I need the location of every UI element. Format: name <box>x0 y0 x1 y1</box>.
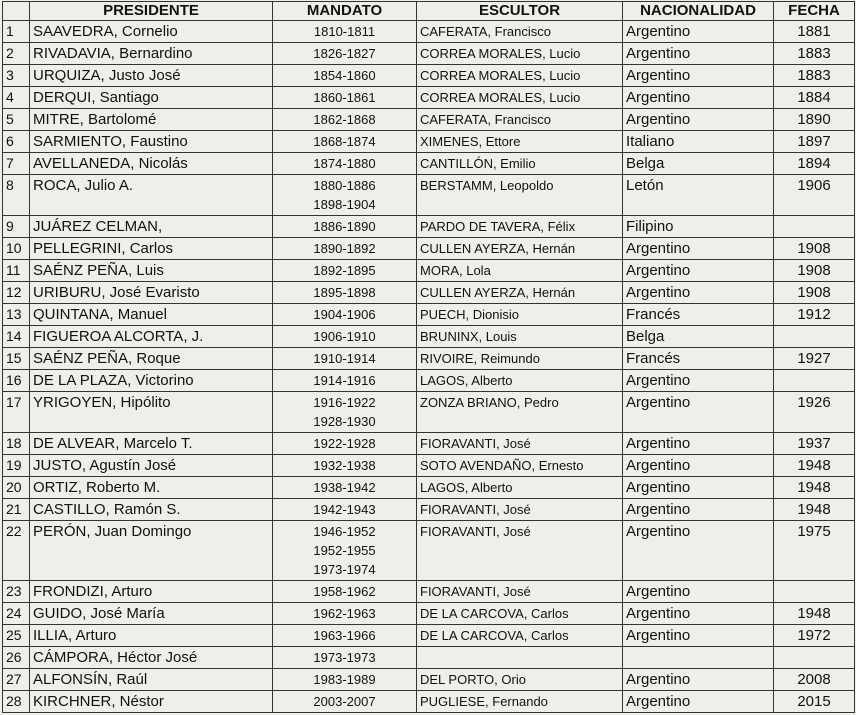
sculptor-name: MORA, Lola <box>417 260 623 282</box>
mandate-period: 1973-1973 <box>313 650 376 665</box>
sculptor-name: CAFERATA, Francisco <box>417 21 623 43</box>
mandate-years <box>273 625 417 647</box>
sculptor-name: CULLEN AYERZA, Hernán <box>417 238 623 260</box>
mandate-period: 1932-1938 <box>313 458 376 473</box>
row-number: 4 <box>3 87 30 109</box>
mandate-years <box>273 304 417 326</box>
sculptor-name: CORREA MORALES, Lucio <box>417 43 623 65</box>
mandate-years <box>273 260 417 282</box>
table-row <box>3 625 855 647</box>
sculptor-nationality: Argentino <box>623 521 774 581</box>
mandate-years <box>273 499 417 521</box>
president-name: DE LA PLAZA, Victorino <box>30 370 273 392</box>
mandate-period: 1810-1811 <box>313 24 376 39</box>
row-number: 27 <box>3 669 30 691</box>
header-nacionalidad: NACIONALIDAD <box>623 2 774 21</box>
statue-date: 1908 <box>774 282 855 304</box>
president-name: FIGUEROA ALCORTA, J. <box>30 326 273 348</box>
header-fecha: FECHA <box>774 2 855 21</box>
statue-date: 1972 <box>774 625 855 647</box>
mandate-years <box>273 43 417 65</box>
mandate-period: 1862-1868 <box>313 112 376 127</box>
sculptor-name: FIORAVANTI, José <box>417 521 623 581</box>
sculptor-name: ZONZA BRIANO, Pedro <box>417 392 623 433</box>
sculptor-name: PARDO DE TAVERA, Félix <box>417 216 623 238</box>
president-name: SAÉNZ PEÑA, Luis <box>30 260 273 282</box>
mandate-years <box>273 603 417 625</box>
president-name: QUINTANA, Manuel <box>30 304 273 326</box>
statue-date: 1881 <box>774 21 855 43</box>
mandate-years <box>273 455 417 477</box>
mandate-years <box>273 21 417 43</box>
table-row <box>3 153 855 175</box>
table-row <box>3 647 855 669</box>
sculptor-nationality: Argentino <box>623 260 774 282</box>
sculptor-name: LAGOS, Alberto <box>417 477 623 499</box>
mandate-years <box>273 65 417 87</box>
president-name: ROCA, Julio A. <box>30 175 273 216</box>
sculptor-name: CANTILLÓN, Emilio <box>417 153 623 175</box>
president-name: ORTIZ, Roberto M. <box>30 477 273 499</box>
row-number: 10 <box>3 238 30 260</box>
table-row <box>3 521 855 581</box>
sculptor-name: BERSTAMM, Leopoldo <box>417 175 623 216</box>
president-name: DE ALVEAR, Marcelo T. <box>30 433 273 455</box>
mandate-period: 1886-1890 <box>313 219 376 234</box>
president-name: MITRE, Bartolomé <box>30 109 273 131</box>
mandate-period: 1952-1955 <box>313 543 376 558</box>
sculptor-name: CORREA MORALES, Lucio <box>417 87 623 109</box>
row-number: 8 <box>3 175 30 216</box>
mandate-period: 1942-1943 <box>313 502 376 517</box>
row-number: 9 <box>3 216 30 238</box>
sculptor-nationality: Argentino <box>623 581 774 603</box>
mandate-period: 1826-1827 <box>313 46 376 61</box>
sculptor-nationality: Letón <box>623 175 774 216</box>
statue-date: 1906 <box>774 175 855 216</box>
statue-date <box>774 370 855 392</box>
sculptor-name: DE LA CARCOVA, Carlos <box>417 625 623 647</box>
statue-date: 1897 <box>774 131 855 153</box>
sculptor-nationality: Argentino <box>623 282 774 304</box>
sculptor-name: CAFERATA, Francisco <box>417 109 623 131</box>
president-name: RIVADAVIA, Bernardino <box>30 43 273 65</box>
row-number: 18 <box>3 433 30 455</box>
sculptor-nationality: Argentino <box>623 455 774 477</box>
mandate-period: 1874-1880 <box>313 156 376 171</box>
president-name: PERÓN, Juan Domingo <box>30 521 273 581</box>
statue-date: 1948 <box>774 499 855 521</box>
sculptor-nationality: Belga <box>623 326 774 348</box>
sculptor-nationality: Argentino <box>623 65 774 87</box>
sculptor-nationality: Argentino <box>623 603 774 625</box>
table-row <box>3 260 855 282</box>
mandate-years <box>273 109 417 131</box>
mandate-years <box>273 87 417 109</box>
row-number: 7 <box>3 153 30 175</box>
row-number: 15 <box>3 348 30 370</box>
sculptor-name: RIVOIRE, Reimundo <box>417 348 623 370</box>
mandate-period: 1898-1904 <box>313 197 376 212</box>
row-number: 19 <box>3 455 30 477</box>
president-name: GUIDO, José María <box>30 603 273 625</box>
statue-date: 2015 <box>774 691 855 713</box>
mandate-period: 1928-1930 <box>313 414 376 429</box>
mandate-years <box>273 477 417 499</box>
mandate-years <box>273 348 417 370</box>
sculptor-nationality: Argentino <box>623 370 774 392</box>
row-number: 17 <box>3 392 30 433</box>
row-number: 21 <box>3 499 30 521</box>
row-number: 24 <box>3 603 30 625</box>
statue-date: 1884 <box>774 87 855 109</box>
statue-date: 1927 <box>774 348 855 370</box>
header-escultor: ESCULTOR <box>417 2 623 21</box>
mandate-years <box>273 691 417 713</box>
mandate-period: 1895-1898 <box>313 285 376 300</box>
header-presidente: PRESIDENTE <box>30 2 273 21</box>
statue-date: 1926 <box>774 392 855 433</box>
president-name: JUÁREZ CELMAN, <box>30 216 273 238</box>
mandate-period: 1958-1962 <box>313 584 376 599</box>
sculptor-name: CULLEN AYERZA, Hernán <box>417 282 623 304</box>
table-row <box>3 21 855 43</box>
table-row <box>3 65 855 87</box>
sculptor-name: XIMENES, Ettore <box>417 131 623 153</box>
sculptor-nationality: Argentino <box>623 499 774 521</box>
row-number: 5 <box>3 109 30 131</box>
statue-date: 1975 <box>774 521 855 581</box>
president-name: KIRCHNER, Néstor <box>30 691 273 713</box>
row-number: 25 <box>3 625 30 647</box>
row-number: 23 <box>3 581 30 603</box>
sculptor-name: FIORAVANTI, José <box>417 581 623 603</box>
mandate-period: 1906-1910 <box>313 329 376 344</box>
table-row <box>3 348 855 370</box>
mandate-years <box>273 581 417 603</box>
sculptor-nationality: Italiano <box>623 131 774 153</box>
mandate-years <box>273 131 417 153</box>
row-number: 1 <box>3 21 30 43</box>
row-number: 26 <box>3 647 30 669</box>
row-number: 14 <box>3 326 30 348</box>
table-row <box>3 581 855 603</box>
table-header-row <box>3 2 855 21</box>
mandate-years <box>273 669 417 691</box>
mandate-years <box>273 326 417 348</box>
president-name: CASTILLO, Ramón S. <box>30 499 273 521</box>
row-number: 12 <box>3 282 30 304</box>
sculptor-nationality: Argentino <box>623 625 774 647</box>
statue-date: 2008 <box>774 669 855 691</box>
statue-date: 1948 <box>774 455 855 477</box>
row-number: 2 <box>3 43 30 65</box>
sculptor-nationality: Argentino <box>623 433 774 455</box>
table-row <box>3 433 855 455</box>
sculptor-nationality: Argentino <box>623 392 774 433</box>
president-name: DERQUI, Santiago <box>30 87 273 109</box>
sculptor-name: SOTO AVENDAÑO, Ernesto <box>417 455 623 477</box>
table-row <box>3 109 855 131</box>
president-name: CÁMPORA, Héctor José <box>30 647 273 669</box>
mandate-years <box>273 153 417 175</box>
sculptor-name: DEL PORTO, Orio <box>417 669 623 691</box>
mandate-period: 1904-1906 <box>313 307 376 322</box>
table-row <box>3 175 855 216</box>
statue-date: 1912 <box>774 304 855 326</box>
sculptor-nationality: Argentino <box>623 43 774 65</box>
mandate-period: 1922-1928 <box>313 436 376 451</box>
sculptor-name: BRUNINX, Louis <box>417 326 623 348</box>
table-row <box>3 669 855 691</box>
table-row <box>3 691 855 713</box>
statue-date: 1890 <box>774 109 855 131</box>
mandate-period: 1914-1916 <box>313 373 376 388</box>
statue-date: 1948 <box>774 477 855 499</box>
table-row <box>3 87 855 109</box>
mandate-period: 1880-1886 <box>313 178 376 193</box>
row-number: 22 <box>3 521 30 581</box>
table-body <box>3 21 855 713</box>
mandate-years <box>273 238 417 260</box>
statue-date: 1883 <box>774 65 855 87</box>
mandate-years <box>273 175 417 216</box>
table-row <box>3 216 855 238</box>
table-row <box>3 43 855 65</box>
mandate-period: 1892-1895 <box>313 263 376 278</box>
table-row <box>3 282 855 304</box>
mandate-period: 1868-1874 <box>313 134 376 149</box>
sculptor-name: CORREA MORALES, Lucio <box>417 65 623 87</box>
statue-date <box>774 581 855 603</box>
president-name: URIBURU, José Evaristo <box>30 282 273 304</box>
sculptor-name: PUECH, Dionisio <box>417 304 623 326</box>
mandate-years <box>273 370 417 392</box>
mandate-years <box>273 521 417 581</box>
sculptor-nationality: Argentino <box>623 87 774 109</box>
mandate-years <box>273 216 417 238</box>
mandate-period: 1890-1892 <box>313 241 376 256</box>
statue-date: 1937 <box>774 433 855 455</box>
statue-date <box>774 326 855 348</box>
table-row <box>3 238 855 260</box>
president-name: SAAVEDRA, Cornelio <box>30 21 273 43</box>
table-row <box>3 455 855 477</box>
sculptor-nationality: Argentino <box>623 691 774 713</box>
mandate-years <box>273 392 417 433</box>
sculptor-nationality: Filipino <box>623 216 774 238</box>
row-number: 20 <box>3 477 30 499</box>
mandate-period: 1854-1860 <box>313 68 376 83</box>
president-name: PELLEGRINI, Carlos <box>30 238 273 260</box>
statue-date: 1894 <box>774 153 855 175</box>
sculptor-name: FIORAVANTI, José <box>417 433 623 455</box>
table-row <box>3 603 855 625</box>
mandate-years <box>273 282 417 304</box>
president-name: FRONDIZI, Arturo <box>30 581 273 603</box>
president-name: URQUIZA, Justo José <box>30 65 273 87</box>
mandate-years <box>273 647 417 669</box>
sculptor-nationality: Argentino <box>623 669 774 691</box>
sculptor-name <box>417 647 623 669</box>
sculptor-nationality: Argentino <box>623 238 774 260</box>
sculptor-nationality: Argentino <box>623 477 774 499</box>
statue-date: 1908 <box>774 238 855 260</box>
statue-date: 1883 <box>774 43 855 65</box>
mandate-period: 1916-1922 <box>313 395 376 410</box>
row-number: 3 <box>3 65 30 87</box>
statue-date: 1948 <box>774 603 855 625</box>
table-row <box>3 499 855 521</box>
table-row <box>3 326 855 348</box>
row-number: 6 <box>3 131 30 153</box>
sculptor-name: DE LA CARCOVA, Carlos <box>417 603 623 625</box>
mandate-period: 2003-2007 <box>313 694 376 709</box>
mandate-period: 1910-1914 <box>313 351 376 366</box>
statue-date <box>774 216 855 238</box>
mandate-period: 1946-1952 <box>313 524 376 539</box>
president-name: JUSTO, Agustín José <box>30 455 273 477</box>
table-row <box>3 370 855 392</box>
row-number: 28 <box>3 691 30 713</box>
sculptor-name: LAGOS, Alberto <box>417 370 623 392</box>
president-name: ILLIA, Arturo <box>30 625 273 647</box>
mandate-period: 1938-1942 <box>313 480 376 495</box>
mandate-period: 1983-1989 <box>313 672 376 687</box>
mandate-period: 1963-1966 <box>313 628 376 643</box>
mandate-period: 1973-1974 <box>313 562 376 577</box>
table-row <box>3 304 855 326</box>
sculptor-name: FIORAVANTI, José <box>417 499 623 521</box>
sculptor-nationality: Belga <box>623 153 774 175</box>
president-name: ALFONSÍN, Raúl <box>30 669 273 691</box>
mandate-period: 1860-1861 <box>313 90 376 105</box>
sculptor-nationality <box>623 647 774 669</box>
president-name: AVELLANEDA, Nicolás <box>30 153 273 175</box>
sculptor-name: PUGLIESE, Fernando <box>417 691 623 713</box>
statue-date: 1908 <box>774 260 855 282</box>
presidents-table <box>2 1 855 713</box>
row-number: 16 <box>3 370 30 392</box>
row-number: 13 <box>3 304 30 326</box>
president-name: SAÉNZ PEÑA, Roque <box>30 348 273 370</box>
mandate-years <box>273 433 417 455</box>
president-name: SARMIENTO, Faustino <box>30 131 273 153</box>
sculptor-nationality: Argentino <box>623 109 774 131</box>
sculptor-nationality: Francés <box>623 304 774 326</box>
sculptor-nationality: Francés <box>623 348 774 370</box>
table-row <box>3 392 855 433</box>
table-row <box>3 131 855 153</box>
president-name: YRIGOYEN, Hipólito <box>30 392 273 433</box>
mandate-period: 1962-1963 <box>313 606 376 621</box>
header-num <box>3 2 30 21</box>
statue-date <box>774 647 855 669</box>
header-mandato: MANDATO <box>273 2 417 21</box>
sculptor-nationality: Argentino <box>623 21 774 43</box>
table-row <box>3 477 855 499</box>
row-number: 11 <box>3 260 30 282</box>
